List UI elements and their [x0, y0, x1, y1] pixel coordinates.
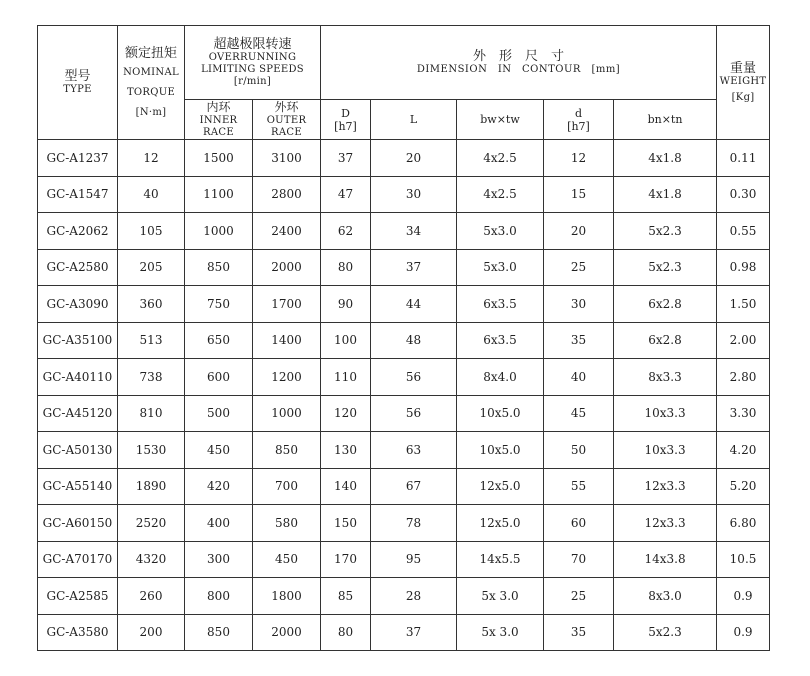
- cell-D: 62: [321, 213, 371, 250]
- cell-torque: 513: [118, 322, 185, 359]
- cell-bw: 12x5.0: [457, 505, 544, 542]
- cell-inner: 300: [185, 541, 253, 578]
- cell-outer: 2400: [253, 213, 321, 250]
- table-row: [38, 505, 770, 542]
- table-row: [38, 359, 770, 396]
- cell-d: 70: [544, 541, 614, 578]
- cell-d: 55: [544, 468, 614, 505]
- cell-L: 20: [371, 140, 457, 177]
- cell-weight: 0.30: [717, 176, 770, 213]
- cell-inner: 800: [185, 578, 253, 615]
- cell-bw: 14x5.5: [457, 541, 544, 578]
- cell-weight: 0.98: [717, 249, 770, 286]
- table-row: [38, 286, 770, 323]
- cell-type: GC-A45120: [38, 395, 118, 432]
- cell-d: 25: [544, 249, 614, 286]
- cell-L: 67: [371, 468, 457, 505]
- cell-bn: 12x3.3: [614, 468, 717, 505]
- cell-L: 63: [371, 432, 457, 469]
- table-row: [38, 468, 770, 505]
- cell-bw: 4x2.5: [457, 140, 544, 177]
- cell-inner: 400: [185, 505, 253, 542]
- cell-d: 30: [544, 286, 614, 323]
- cell-L: 37: [371, 249, 457, 286]
- cell-bn: 4x1.8: [614, 176, 717, 213]
- cell-type: GC-A70170: [38, 541, 118, 578]
- cell-bw: 4x2.5: [457, 176, 544, 213]
- cell-outer: 2800: [253, 176, 321, 213]
- cell-L: 78: [371, 505, 457, 542]
- d-header: d [h7]: [544, 100, 614, 140]
- dimension-header: 外 形 尺 寸 DIMENSION IN CONTOUR [mm]: [321, 26, 717, 100]
- cell-outer: 3100: [253, 140, 321, 177]
- cell-outer: 850: [253, 432, 321, 469]
- cell-bn: 10x3.3: [614, 395, 717, 432]
- cell-weight: 10.5: [717, 541, 770, 578]
- cell-outer: 2000: [253, 614, 321, 651]
- cell-torque: 105: [118, 213, 185, 250]
- table-row: [38, 322, 770, 359]
- table-row: [38, 432, 770, 469]
- cell-inner: 1500: [185, 140, 253, 177]
- cell-outer: 2000: [253, 249, 321, 286]
- cell-bw: 5x 3.0: [457, 614, 544, 651]
- bn-header: bn×tn: [614, 100, 717, 140]
- cell-type: GC-A2062: [38, 213, 118, 250]
- table-header: [38, 26, 770, 140]
- cell-D: 170: [321, 541, 371, 578]
- cell-D: 110: [321, 359, 371, 396]
- cell-torque: 2520: [118, 505, 185, 542]
- table-row: [38, 614, 770, 651]
- cell-weight: 2.00: [717, 322, 770, 359]
- cell-L: 44: [371, 286, 457, 323]
- cell-inner: 1000: [185, 213, 253, 250]
- table-row: [38, 176, 770, 213]
- cell-type: GC-A60150: [38, 505, 118, 542]
- cell-inner: 500: [185, 395, 253, 432]
- cell-bn: 8x3.0: [614, 578, 717, 615]
- outer-race-header: 外环 OUTER RACE: [253, 100, 321, 140]
- bw-header: bw×tw: [457, 100, 544, 140]
- cell-D: 37: [321, 140, 371, 177]
- cell-D: 80: [321, 249, 371, 286]
- table-body: [38, 140, 770, 651]
- cell-type: GC-A2580: [38, 249, 118, 286]
- cell-d: 45: [544, 395, 614, 432]
- cell-outer: 1200: [253, 359, 321, 396]
- cell-bw: 5x3.0: [457, 249, 544, 286]
- cell-outer: 580: [253, 505, 321, 542]
- cell-outer: 1400: [253, 322, 321, 359]
- cell-type: GC-A2585: [38, 578, 118, 615]
- cell-bw: 10x5.0: [457, 432, 544, 469]
- cell-inner: 650: [185, 322, 253, 359]
- cell-L: 28: [371, 578, 457, 615]
- cell-d: 12: [544, 140, 614, 177]
- spec-table: [37, 25, 770, 651]
- weight-header: 重量 WEIGHT [Kg]: [717, 26, 770, 140]
- cell-d: 35: [544, 322, 614, 359]
- cell-inner: 750: [185, 286, 253, 323]
- cell-type: GC-A55140: [38, 468, 118, 505]
- cell-torque: 12: [118, 140, 185, 177]
- cell-inner: 420: [185, 468, 253, 505]
- cell-D: 47: [321, 176, 371, 213]
- cell-bn: 5x2.3: [614, 213, 717, 250]
- cell-bn: 5x2.3: [614, 249, 717, 286]
- cell-type: GC-A1547: [38, 176, 118, 213]
- cell-bn: 10x3.3: [614, 432, 717, 469]
- cell-bw: 10x5.0: [457, 395, 544, 432]
- cell-outer: 1700: [253, 286, 321, 323]
- cell-type: GC-A50130: [38, 432, 118, 469]
- cell-bw: 12x5.0: [457, 468, 544, 505]
- type-header: 型号 TYPE: [38, 26, 118, 140]
- cell-bn: 6x2.8: [614, 286, 717, 323]
- cell-type: GC-A35100: [38, 322, 118, 359]
- cell-torque: 1890: [118, 468, 185, 505]
- cell-inner: 850: [185, 614, 253, 651]
- cell-d: 15: [544, 176, 614, 213]
- cell-d: 50: [544, 432, 614, 469]
- cell-d: 25: [544, 578, 614, 615]
- cell-bw: 6x3.5: [457, 286, 544, 323]
- cell-L: 37: [371, 614, 457, 651]
- cell-weight: 4.20: [717, 432, 770, 469]
- table-row: [38, 578, 770, 615]
- cell-inner: 450: [185, 432, 253, 469]
- cell-bn: 14x3.8: [614, 541, 717, 578]
- cell-d: 35: [544, 614, 614, 651]
- cell-L: 56: [371, 395, 457, 432]
- cell-type: GC-A3580: [38, 614, 118, 651]
- cell-outer: 1800: [253, 578, 321, 615]
- cell-D: 120: [321, 395, 371, 432]
- cell-inner: 600: [185, 359, 253, 396]
- cell-D: 90: [321, 286, 371, 323]
- cell-L: 34: [371, 213, 457, 250]
- cell-D: 130: [321, 432, 371, 469]
- cell-weight: 3.30: [717, 395, 770, 432]
- cell-d: 40: [544, 359, 614, 396]
- speed-header: 超越极限转速 OVERRUNNING LIMITING SPEEDS [r/min]: [185, 26, 321, 100]
- cell-outer: 450: [253, 541, 321, 578]
- cell-bw: 5x 3.0: [457, 578, 544, 615]
- torque-header: 额定扭矩 NOMINAL TORQUE [N·m]: [118, 26, 185, 140]
- cell-bn: 5x2.3: [614, 614, 717, 651]
- cell-bw: 5x3.0: [457, 213, 544, 250]
- table-row: [38, 249, 770, 286]
- cell-torque: 4320: [118, 541, 185, 578]
- cell-torque: 738: [118, 359, 185, 396]
- table-row: [38, 395, 770, 432]
- cell-D: 140: [321, 468, 371, 505]
- table-row: [38, 140, 770, 177]
- cell-weight: 0.55: [717, 213, 770, 250]
- cell-inner: 850: [185, 249, 253, 286]
- cell-bw: 8x4.0: [457, 359, 544, 396]
- cell-torque: 40: [118, 176, 185, 213]
- inner-race-header: 内环 INNER RACE: [185, 100, 253, 140]
- cell-bn: 12x3.3: [614, 505, 717, 542]
- cell-weight: 2.80: [717, 359, 770, 396]
- cell-L: 56: [371, 359, 457, 396]
- cell-type: GC-A3090: [38, 286, 118, 323]
- cell-torque: 810: [118, 395, 185, 432]
- cell-outer: 700: [253, 468, 321, 505]
- cell-weight: 0.11: [717, 140, 770, 177]
- cell-torque: 260: [118, 578, 185, 615]
- cell-bn: 6x2.8: [614, 322, 717, 359]
- cell-outer: 1000: [253, 395, 321, 432]
- cell-weight: 5.20: [717, 468, 770, 505]
- cell-D: 150: [321, 505, 371, 542]
- cell-L: 30: [371, 176, 457, 213]
- cell-L: 48: [371, 322, 457, 359]
- cell-bn: 8x3.3: [614, 359, 717, 396]
- table-row: [38, 213, 770, 250]
- table-row: [38, 541, 770, 578]
- L-header: L: [371, 100, 457, 140]
- cell-L: 95: [371, 541, 457, 578]
- cell-type: GC-A40110: [38, 359, 118, 396]
- cell-bn: 4x1.8: [614, 140, 717, 177]
- cell-weight: 6.80: [717, 505, 770, 542]
- cell-inner: 1100: [185, 176, 253, 213]
- cell-D: 85: [321, 578, 371, 615]
- cell-D: 80: [321, 614, 371, 651]
- cell-D: 100: [321, 322, 371, 359]
- cell-d: 20: [544, 213, 614, 250]
- cell-type: GC-A1237: [38, 140, 118, 177]
- cell-d: 60: [544, 505, 614, 542]
- cell-weight: 1.50: [717, 286, 770, 323]
- cell-torque: 205: [118, 249, 185, 286]
- cell-weight: 0.9: [717, 614, 770, 651]
- cell-torque: 1530: [118, 432, 185, 469]
- cell-weight: 0.9: [717, 578, 770, 615]
- D-header: D [h7]: [321, 100, 371, 140]
- cell-torque: 360: [118, 286, 185, 323]
- cell-torque: 200: [118, 614, 185, 651]
- cell-bw: 6x3.5: [457, 322, 544, 359]
